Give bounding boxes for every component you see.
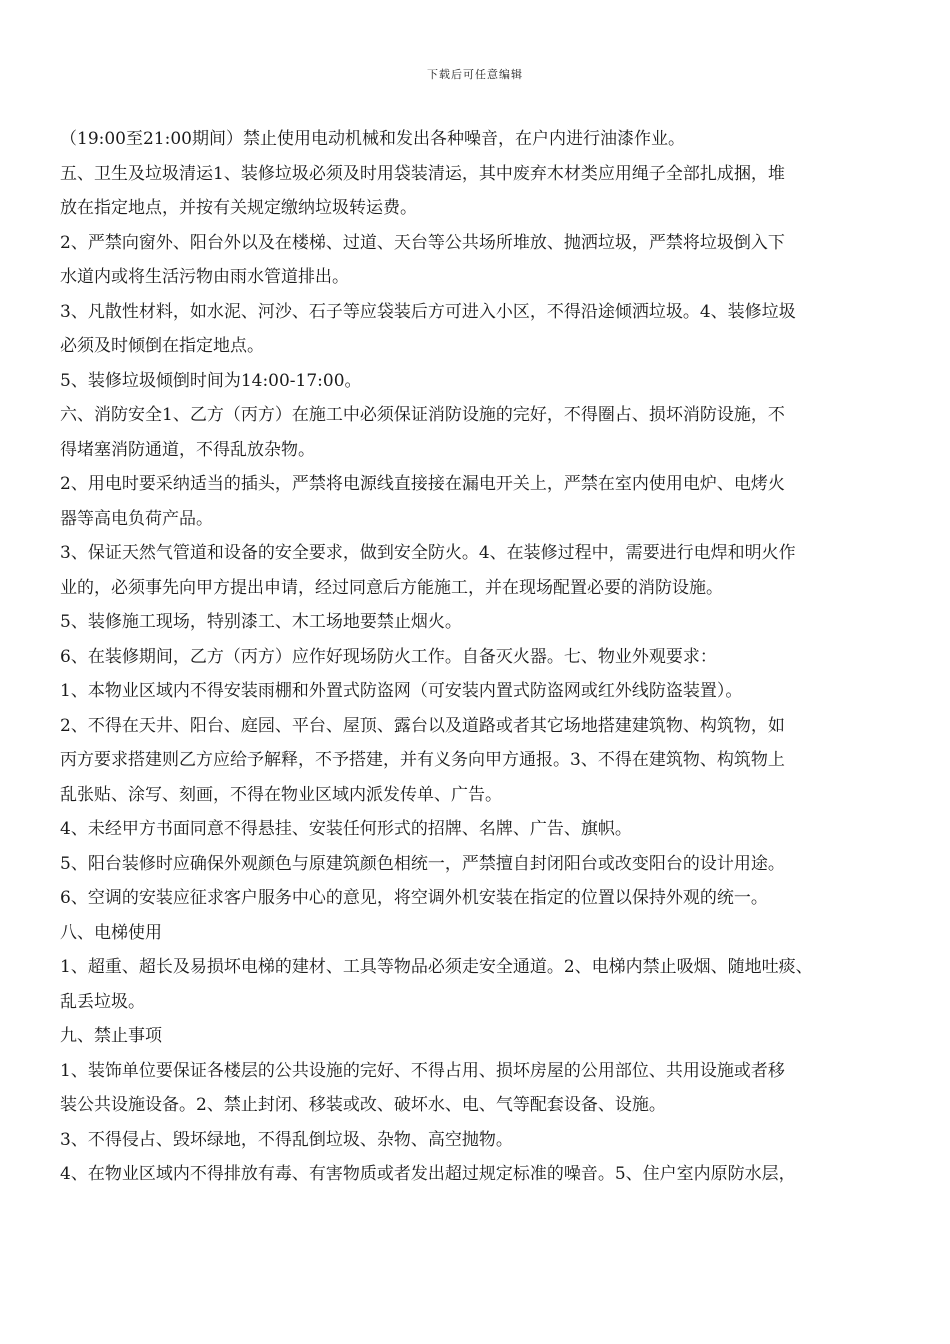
text-line: 2、不得在天井、阳台、庭园、平台、屋顶、露台以及道路或者其它场地搭建建筑物、构筑物，如 <box>60 715 785 736</box>
text-line: 3、不得侵占、毁坏绿地，不得乱倒垃圾、杂物、高空抛物。 <box>60 1129 513 1150</box>
text-line: 业的，必须事先向甲方提出申请，经过同意后方能施工，并在现场配置必要的消防设施。 <box>60 577 723 598</box>
text-line: 1、超重、超长及易损坏电梯的建材、工具等物品必须走安全通道。2、电梯内禁止吸烟、随地吐痰、 <box>60 957 813 977</box>
text-line: （19:00至21:00期间）禁止使用电动机械和发出各种噪音，在户内进行油漆作业。 <box>60 129 685 149</box>
text-line: 得堵塞消防通道，不得乱放杂物。 <box>60 439 315 460</box>
text-line: 3、凡散性材料，如水泥、河沙、石子等应袋装后方可进入小区，不得沿途倾洒垃圾。4、装修垃圾 <box>60 301 796 322</box>
text-line: 4、未经甲方书面同意不得悬挂、安装任何形式的招牌、名牌、广告、旗帜。 <box>60 819 632 839</box>
text-line: 乱张贴、涂写、刻画，不得在物业区域内派发传单、广告。 <box>60 784 502 805</box>
section-heading: 九、禁止事项 <box>60 1026 162 1046</box>
text-line: 丙方要求搭建则乙方应给予解释，不予搭建，并有义务向甲方通报。3、不得在建筑物、构筑物上 <box>60 750 785 770</box>
text-line: 2、用电时要采纳适当的插头，严禁将电源线直接接在漏电开关上，严禁在室内使用电炉、电烤火 <box>60 474 785 494</box>
text-line: 5、装修施工现场，特别漆工、木工场地要禁止烟火。 <box>60 612 462 632</box>
text-line: 乱丢垃圾。 <box>60 991 145 1012</box>
text-line: 2、严禁向窗外、阳台外以及在楼梯、过道、天台等公共场所堆放、抛洒垃圾，严禁将垃圾倒入下 <box>60 232 785 253</box>
text-line: 1、装饰单位要保证各楼层的公共设施的完好、不得占用、损坏房屋的公用部位、共用设施或者移 <box>60 1060 785 1081</box>
text-line: 6、空调的安装应征求客户服务中心的意见，将空调外机安装在指定的位置以保持外观的统一。 <box>60 888 768 908</box>
text-line: 放在指定地点，并按有关规定缴纳垃圾转运费。 <box>60 198 417 218</box>
text-line: 六、消防安全1、乙方（丙方）在施工中必须保证消防设施的完好，不得圈占、损坏消防设施，不 <box>60 405 785 425</box>
text-line: 装公共设施设备。2、禁止封闭、移装或改、破坏水、电、气等配套设备、设施。 <box>60 1095 666 1115</box>
section-heading: 八、电梯使用 <box>60 922 162 943</box>
text-line: 器等高电负荷产品。 <box>60 508 213 529</box>
text-line: 5、装修垃圾倾倒时间为14:00-17:00。 <box>60 370 362 391</box>
text-line: 4、在物业区域内不得排放有毒、有害物质或者发出超过规定标准的噪音。5、住户室内原防水层， <box>60 1164 796 1184</box>
text-line: 1、本物业区域内不得安装雨棚和外置式防盗网（可安装内置式防盗网或红外线防盗装置）。 <box>60 681 743 701</box>
text-line: 必须及时倾倒在指定地点。 <box>60 336 264 356</box>
text-line: 五、卫生及垃圾清运1、装修垃圾必须及时用袋装清运，其中废弃木材类应用绳子全部扎成捆，堆 <box>60 163 785 184</box>
document-body <box>60 122 896 1192</box>
text-line: 3、保证天然气管道和设备的安全要求，做到安全防火。4、在装修过程中，需要进行电焊和明火作 <box>60 543 796 563</box>
text-line: 6、在装修期间，乙方（丙方）应作好现场防火工作。自备灭火器。七、物业外观要求： <box>60 646 717 667</box>
text-line: 水道内或将生活污物由雨水管道排出。 <box>60 267 349 287</box>
page-header: 下载后可任意编辑 <box>427 68 523 81</box>
text-line: 5、阳台装修时应确保外观颜色与原建筑颜色相统一，严禁擅自封闭阳台或改变阳台的设计用途。 <box>60 853 785 874</box>
